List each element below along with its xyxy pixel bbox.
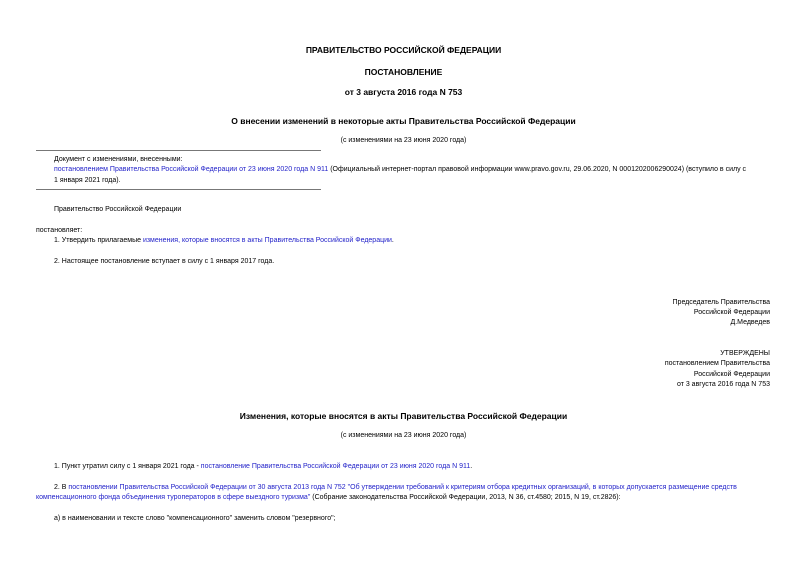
decree-word: постановляет: [36, 227, 83, 234]
changes-title: Изменения, которые вносятся в акты Правительства Российской Федерации [239, 411, 568, 421]
document-date-number: от 3 августа 2016 года N 753 [344, 87, 463, 97]
amendment-source: (Официальный интернет-портал правовой информации www.pravo.gov.ru, 29.06.2020, N 0001202006290024) (вступило в силу с [328, 166, 747, 173]
signature-line-1: Председатель Правительства [672, 299, 770, 306]
changes-amended-note: (с изменениями на 23 июня 2020 года) [340, 432, 467, 439]
paragraph-1-suffix: . [391, 237, 394, 244]
paragraph-1-prefix: 1. Утвердить прилагаемые [54, 237, 143, 244]
changes-item-1-suffix: . [470, 463, 473, 470]
signature-name: Д.Медведев [730, 319, 770, 326]
approved-line-3: Российской Федерации [693, 371, 770, 378]
changes-item-1-prefix: 1. Пункт утратил силу с 1 января 2021 года - [54, 463, 201, 470]
changes-item-2-link-2[interactable]: "Об утверждении требований к критериям отбора кредитных организаций, в которых допускается размещение средств [347, 484, 737, 491]
amendment-intro: Документ с изменениями, внесенными: [54, 156, 183, 163]
paragraph-2: 2. Настоящее постановление вступает в силу с 1 января 2017 года. [54, 258, 275, 265]
signature-line-2: Российской Федерации [693, 309, 770, 316]
changes-item-1-link[interactable]: постановление Правительства Российской Федерации от 23 июня 2020 года N 911 [200, 463, 471, 470]
changes-item-2-line-2 [36, 493, 621, 503]
divider-top [36, 150, 321, 151]
government-heading: ПРАВИТЕЛЬСТВО РОССИЙСКОЙ ФЕДЕРАЦИИ [305, 45, 502, 55]
changes-link[interactable]: изменения, которые вносятся в акты Правительства Российской Федерации [142, 237, 392, 244]
changes-item-2-link-1[interactable]: постановлении Правительства Российской Федерации от 30 августа 2013 года N 752 [68, 484, 346, 491]
approved-line-4: от 3 августа 2016 года N 753 [676, 381, 770, 388]
amended-note: (с изменениями на 23 июня 2020 года) [340, 137, 467, 144]
changes-item-1 [54, 462, 472, 472]
changes-item-2-source: (Собрание законодательства Российской Федерации, 2013, N 36, ст.4580; 2015, N 19, ст.2826): [310, 494, 621, 501]
paragraph-1 [54, 236, 394, 246]
amendment-effective: 1 января 2021 года). [54, 177, 121, 184]
government-subject: Правительство Российской Федерации [54, 206, 182, 213]
document-type-heading: ПОСТАНОВЛЕНИЕ [364, 67, 443, 77]
changes-item-2-link-2-cont[interactable]: компенсационного фонда объединения туроператоров в сфере выездного туризма" [36, 494, 311, 501]
document-title: О внесении изменений в некоторые акты Правительства Российской Федерации [231, 116, 576, 126]
approved-line-1: УТВЕРЖДЕНЫ [720, 350, 770, 357]
changes-item-2-prefix: 2. В [54, 484, 69, 491]
changes-item-2a: а) в наименовании и тексте слово "компенсационного" заменить словом "резервного"; [54, 515, 336, 522]
amendment-link[interactable]: постановлением Правительства Российской Федерации от 23 июня 2020 года N 911 [54, 166, 329, 173]
changes-item-2-line-1 [54, 483, 737, 493]
approved-line-2: постановлением Правительства [664, 360, 770, 367]
divider-bottom [36, 189, 321, 190]
amendment-line [54, 165, 746, 175]
